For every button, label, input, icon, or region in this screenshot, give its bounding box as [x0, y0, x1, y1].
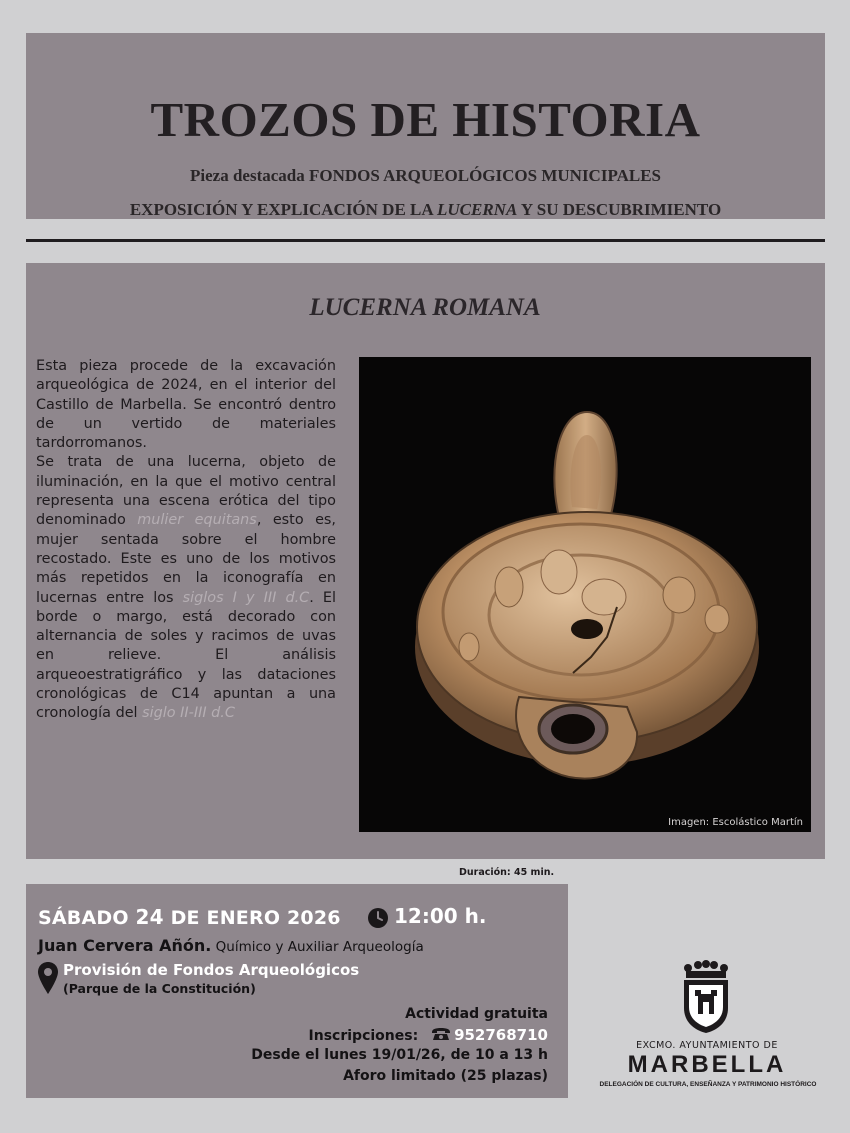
image-credit: Imagen: Escolástico Martín: [668, 817, 803, 828]
registration-schedule: Desde el lunes 19/01/26, de 10 a 13 h: [251, 1047, 548, 1063]
speaker-line: Juan Cervera Añón. Químico y Auxiliar Arqueología: [38, 936, 424, 955]
venue-name: Provisión de Fondos Arqueológicos: [63, 961, 360, 979]
logo-line-1: EXCMO. AYUNTAMIENTO DE: [636, 1040, 778, 1051]
venue-address: (Parque de la Constitución): [63, 981, 256, 996]
marbella-crest-icon: [680, 960, 732, 1034]
phone-number[interactable]: 952768710: [454, 1026, 548, 1044]
piece-title: LUCERNA ROMANA: [309, 294, 541, 321]
subtitle-exhibition: EXPOSICIÓN Y EXPLICACIÓN DE LA LUCERNA Y SU DESCUBRIMIENTO: [129, 200, 722, 219]
roman-oil-lamp-illustration: [359, 357, 811, 832]
registrations-line: Inscripciones: 952768710: [308, 1026, 548, 1044]
phone-icon: [431, 1027, 451, 1041]
event-time: 12:00 h.: [394, 904, 487, 928]
header-panel: [26, 33, 825, 219]
capacity-label: Aforo limitado (25 plazas): [343, 1068, 548, 1084]
free-activity-label: Actividad gratuita: [405, 1006, 548, 1022]
clock-icon: [367, 907, 389, 929]
logo-marbella: MARBELLA: [627, 1051, 787, 1078]
lucerna-photo: [359, 357, 811, 832]
location-pin-icon: [37, 961, 59, 995]
page-title: TROZOS DE HISTORIA: [150, 92, 701, 147]
subtitle-featured-piece: Pieza destacada FONDOS ARQUEOLÓGICOS MUNICIPALES: [190, 166, 661, 185]
divider-rule: [26, 239, 825, 242]
logo-delegation: DELEGACIÓN DE CULTURA, ENSEÑANZA Y PATRIMONIO HISTÓRICO: [599, 1081, 817, 1088]
event-date: SÁBADO 24 DE ENERO 2026: [38, 905, 341, 929]
duration-label: Duración: 45 min.: [459, 867, 555, 878]
piece-description: Esta pieza procede de la excavación arqueológica de 2024, en el interior del Castillo de Marbella. Se encontró dentro de un vertido de materiales tardorromanos. Se trata de una lucerna, objeto de iluminación, en la que el motivo central representa una escena erótica del tipo denominado mulier equitans, esto es, mujer sentada sobre el hombre recostado. Este es uno de los motivos más repetidos en la iconografía en lucernas entre los siglos I y III d.C. El borde o margo, está decorado con alternancia de soles y racimos de uvas en relieve. El análisis arqueoestratigráfico y las dataciones cronológicas de C14 apuntan a una cronología del siglo II-III d.C: [36, 358, 337, 722]
